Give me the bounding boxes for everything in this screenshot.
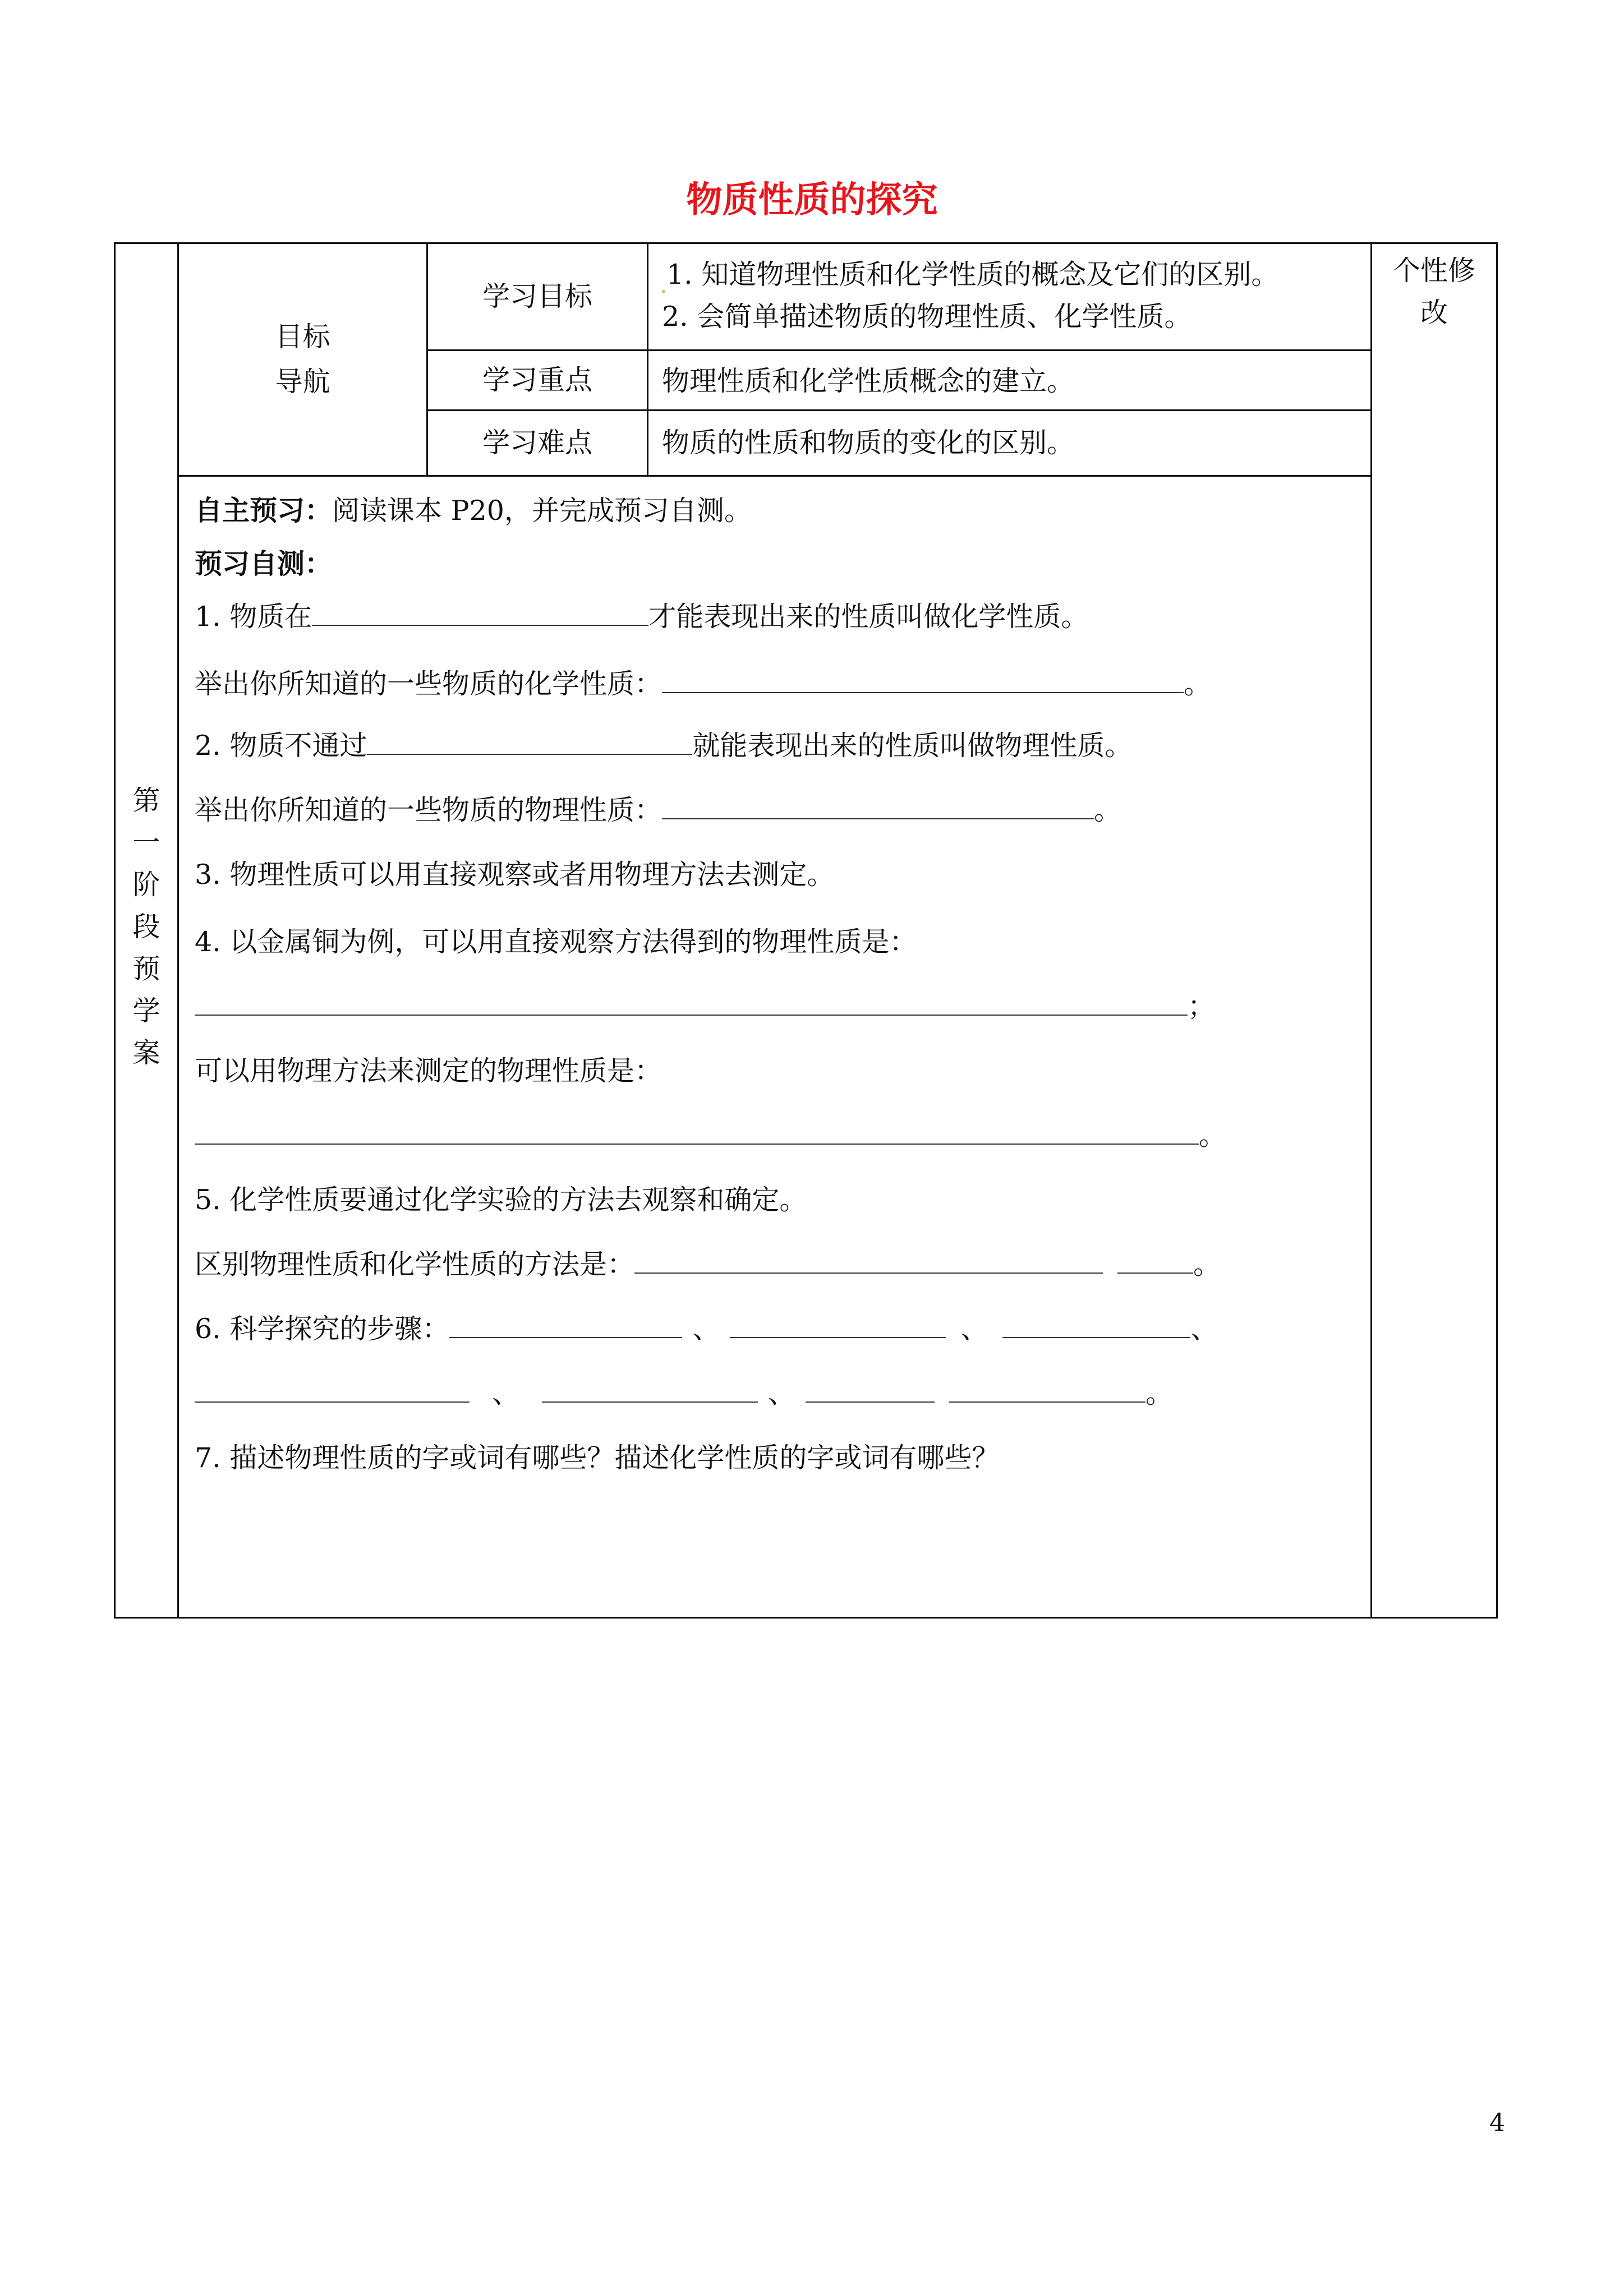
stage-label	[116, 780, 177, 1074]
q6-step-2-blank[interactable]	[730, 1312, 946, 1338]
preview-intro-text: 阅读课本 P20，并完成预习自测。	[332, 495, 752, 527]
q6-step-4-blank[interactable]	[195, 1377, 470, 1403]
goal-objective-line-1: 1. 知道物理性质和化学性质的概念及它们的区别。	[666, 259, 1279, 291]
q4-text-a: 4. 以金属铜为例，可以用直接观察方法得到的物理性质是：	[195, 926, 917, 958]
q6-step-1-blank[interactable]	[449, 1312, 682, 1338]
q1-example-text: 举出你所知道的一些物质的化学性质：	[195, 668, 663, 700]
q2-text-b: 就能表现出来的性质叫做物理性质。	[692, 730, 1133, 762]
q6-step-3-blank[interactable]	[1002, 1312, 1190, 1338]
goal-label-key-point: 学习重点	[482, 364, 592, 396]
q3-text: 3. 物理性质可以用直接观察或者用物理方法去测定。	[195, 859, 835, 891]
page-number: 4	[1489, 2109, 1505, 2137]
q5-text-b: 区别物理性质和化学性质的方法是：	[195, 1248, 635, 1280]
mark-dot	[662, 290, 665, 293]
q4-measure-blank[interactable]	[195, 1119, 1199, 1145]
q2-blank[interactable]	[367, 729, 692, 755]
nav-label-line-1: 目标	[275, 321, 330, 353]
stage-char: 一	[132, 827, 160, 859]
q1-text-b: 才能表现出来的性质叫做化学性质。	[648, 601, 1089, 633]
separator: 、	[492, 1377, 520, 1409]
stage-char: 阶	[132, 869, 160, 901]
semicolon: ；	[1188, 990, 1216, 1022]
separator: 、	[768, 1377, 796, 1409]
stage-char: 预	[132, 953, 160, 985]
q1-blank[interactable]	[312, 600, 648, 626]
q6-step-7-blank[interactable]	[949, 1377, 1145, 1403]
goal-objective-line-2: 2. 会简单描述物质的物理性质、化学性质。	[662, 301, 1192, 333]
q5-text-a: 5. 化学性质要通过化学实验的方法去观察和确定。	[195, 1184, 807, 1216]
side-label-line-1: 个性修	[1392, 255, 1475, 287]
period: 。	[1184, 668, 1212, 700]
period: 。	[1199, 1119, 1227, 1151]
side-label-line-2: 改	[1420, 297, 1448, 329]
q6-step-5-blank[interactable]	[542, 1377, 758, 1403]
period: 。	[1193, 1248, 1221, 1280]
stage-char: 学	[132, 995, 160, 1027]
q2-example-blank[interactable]	[662, 794, 1094, 819]
preview-intro-heading: 自主预习：	[195, 494, 333, 527]
q5-blank-2[interactable]	[1117, 1248, 1193, 1274]
nav-label-line-2: 导航	[275, 366, 330, 398]
q2-example-text: 举出你所知道的一些物质的物理性质：	[195, 794, 663, 826]
separator: 、	[692, 1313, 720, 1345]
stage-char: 第	[132, 785, 160, 817]
goal-label-difficulty: 学习难点	[482, 427, 592, 459]
goal-difficulty-text: 物质的性质和物质的变化的区别。	[662, 427, 1075, 459]
stage-char: 段	[132, 911, 160, 943]
period: 。	[1094, 794, 1122, 826]
q6-step-6-blank[interactable]	[806, 1377, 935, 1403]
q1-example-blank[interactable]	[662, 667, 1184, 693]
q2-text-a: 2. 物质不通过	[195, 730, 367, 762]
q4-text-b: 可以用物理方法来测定的物理性质是：	[195, 1055, 663, 1087]
side-label	[1372, 244, 1496, 384]
stage-char: 案	[132, 1037, 160, 1069]
separator: 、	[1190, 1313, 1218, 1345]
q6-text-a: 6. 科学探究的步骤：	[195, 1313, 450, 1345]
goal-label-objective: 学习目标	[482, 280, 592, 312]
q1-text-a: 1. 物质在	[195, 601, 312, 633]
separator: 、	[960, 1313, 988, 1345]
q4-direct-blank[interactable]	[195, 990, 1188, 1016]
page-title: 物质性质的探究	[686, 179, 938, 221]
selftest-heading: 预习自测：	[195, 547, 333, 580]
q5-blank-1[interactable]	[634, 1248, 1103, 1274]
q7-text: 7. 描述物理性质的字或词有哪些？描述化学性质的字或词有哪些？	[195, 1442, 1000, 1474]
nav-label	[179, 244, 426, 475]
goal-key-point-text: 物理性质和化学性质概念的建立。	[662, 365, 1075, 397]
period: 。	[1145, 1377, 1174, 1409]
